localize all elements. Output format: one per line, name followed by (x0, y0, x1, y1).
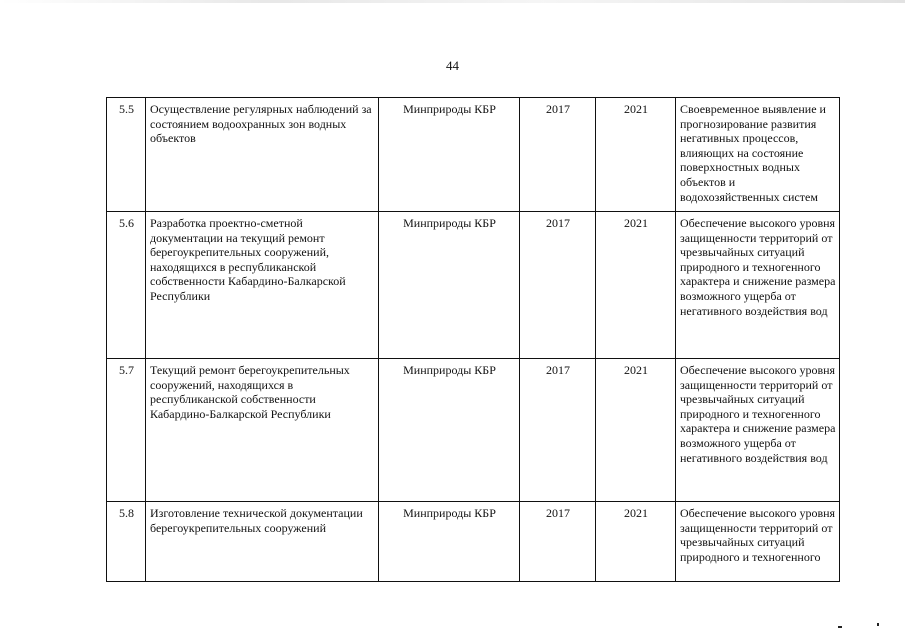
table-row (107, 98, 840, 212)
executor-cell: Минприроды КБР (379, 502, 520, 582)
scan-speck (877, 623, 879, 626)
row-number-cell: 5.8 (107, 502, 146, 582)
scan-speck (838, 626, 842, 628)
measures-table (106, 97, 840, 582)
table-row (107, 359, 840, 502)
expected-result-cell: Обеспечение высокого уровня защищенности территорий от чрезвычайных ситуаций природного и техногенного характера и снижение размера возможного ущерба от негативного воздействия вод (676, 359, 840, 502)
scan-top-edge (0, 0, 905, 3)
measure-title-cell: Разработка проектно-сметной документации на текущий ремонт берегоукрепительных сооружений, находящихся в республиканской собственности Кабардино-Балкарской Республики (146, 212, 379, 359)
expected-result-cell: Своевременное выявление и прогнозирование развития негативных процессов, влияющих на состояние поверхностных водных объектов и водохозяйственных систем (676, 98, 840, 212)
start-year-cell: 2017 (520, 359, 596, 502)
page-number: 44 (446, 58, 459, 73)
expected-result-cell: Обеспечение высокого уровня защищенности территорий от чрезвычайных ситуаций природного и техногенного (676, 502, 840, 582)
start-year-cell: 2017 (520, 98, 596, 212)
end-year-cell: 2021 (596, 212, 676, 359)
table-row (107, 212, 840, 359)
row-number-cell: 5.5 (107, 98, 146, 212)
measure-title-cell: Осуществление регулярных наблюдений за состоянием водоохранных зон водных объектов (146, 98, 379, 212)
executor-cell: Минприроды КБР (379, 98, 520, 212)
end-year-cell: 2021 (596, 98, 676, 212)
row-number-cell: 5.7 (107, 359, 146, 502)
measure-title-cell: Текущий ремонт берегоукрепительных сооружений, находящихся в республиканской собственности Кабардино-Балкарской Республики (146, 359, 379, 502)
executor-cell: Минприроды КБР (379, 212, 520, 359)
table-row (107, 502, 840, 582)
start-year-cell: 2017 (520, 212, 596, 359)
executor-cell: Минприроды КБР (379, 359, 520, 502)
row-number-cell: 5.6 (107, 212, 146, 359)
start-year-cell: 2017 (520, 502, 596, 582)
measure-title-cell: Изготовление технической документации берегоукрепительных сооружений (146, 502, 379, 582)
end-year-cell: 2021 (596, 502, 676, 582)
end-year-cell: 2021 (596, 359, 676, 502)
expected-result-cell: Обеспечение высокого уровня защищенности территорий от чрезвычайных ситуаций природного и техногенного характера и снижение размера возможного ущерба от негативного воздействия вод (676, 212, 840, 359)
